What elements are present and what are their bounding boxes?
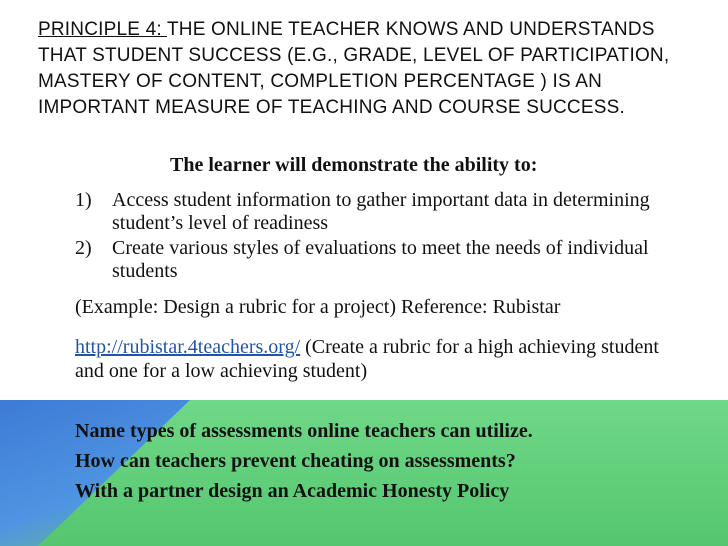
list-text: Create various styles of evaluations to meet the needs of individual students [112, 237, 649, 282]
example-text: (Example: Design a rubric for a project) Reference: Rubistar [75, 296, 561, 318]
list-item [75, 189, 675, 235]
list-number: 2) [75, 237, 92, 259]
ability-list [75, 189, 675, 285]
list-item [75, 237, 675, 283]
reference-text: (Create a rubric for a high achieving student and one for a low achieving student) [75, 336, 659, 382]
question-item: How can teachers prevent cheating on assessments? [75, 450, 516, 472]
title-principle: PRINCIPLE 4: [38, 19, 167, 40]
title-text: THE ONLINE TEACHER KNOWS AND UNDERSTANDS THAT STUDENT SUCCESS (E.G., GRADE, LEVEL OF PARTICIPATION, MASTERY OF CONTENT, COMPLETION PERCENTAGE ) IS AN IMPORTANT MEASURE OF TEACHING AND COURSE SUCCESS. [38, 19, 670, 118]
rubistar-link[interactable]: http://rubistar.4teachers.org/ [75, 336, 301, 358]
discussion-questions [75, 416, 533, 506]
section-heading: The learner will demonstrate the ability to: [170, 154, 538, 176]
slide-title [38, 17, 708, 121]
question-item: With a partner design an Academic Honesty Policy [75, 480, 510, 502]
reference-paragraph [75, 335, 685, 383]
list-number: 1) [75, 189, 92, 211]
question-item: Name types of assessments online teachers can utilize. [75, 420, 533, 442]
list-text: Access student information to gather important data in determining student’s level of readiness [112, 189, 650, 234]
